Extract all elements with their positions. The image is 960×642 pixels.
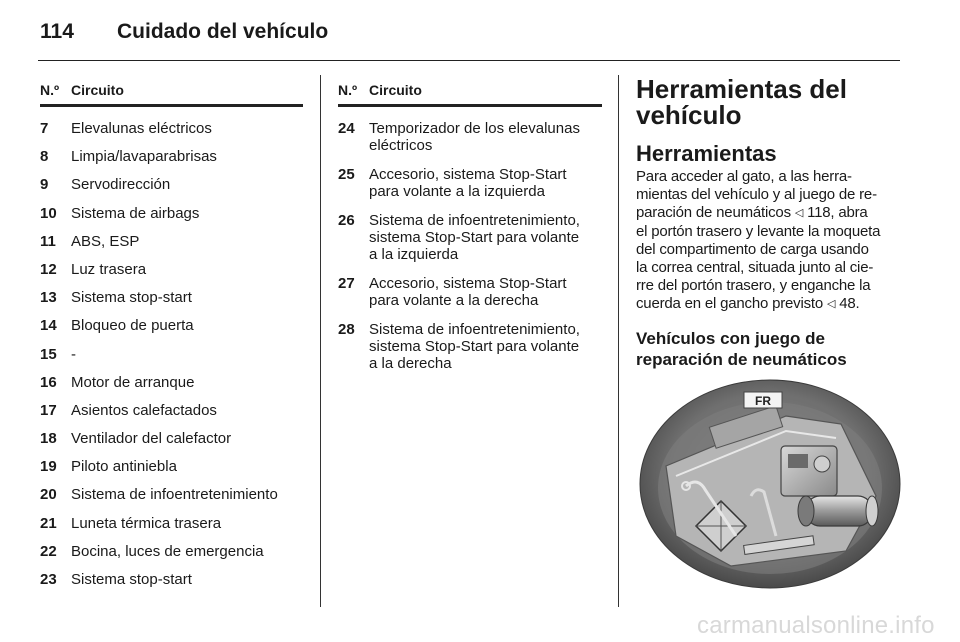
fuse-number: 16 bbox=[40, 373, 57, 391]
table-row bbox=[40, 176, 303, 193]
table-row bbox=[338, 275, 602, 309]
circuit-name: Bloqueo de puerta bbox=[71, 317, 194, 335]
circuit-name: Sistema stop-start bbox=[71, 289, 192, 307]
circuit-name: Sistema stop-start bbox=[71, 571, 192, 588]
fuse-number: 8 bbox=[40, 148, 49, 166]
circuit-name: Sistema de infoentretenimiento, sistema Stop-Start para volante a la derecha bbox=[369, 321, 580, 372]
tool-kit-illustration bbox=[636, 376, 902, 592]
circuit-name: Ventilador del calefactor bbox=[71, 430, 232, 448]
fuse-number: 10 bbox=[40, 204, 57, 222]
right-column bbox=[636, 76, 904, 370]
table-row bbox=[338, 120, 602, 154]
table-row bbox=[40, 486, 303, 503]
table-row bbox=[40, 515, 303, 532]
table-row bbox=[40, 233, 303, 250]
reference-icon[interactable]: ◁ bbox=[794, 207, 804, 220]
fuse-number: 21 bbox=[40, 514, 57, 532]
fuse-number: 19 bbox=[40, 458, 57, 476]
circuit-name: Accesorio, sistema Stop-Start para volante a la derecha bbox=[369, 275, 567, 309]
circuit-name: Elevalunas eléctricos bbox=[71, 120, 212, 137]
page-reference-48[interactable]: 48. bbox=[835, 295, 860, 313]
running-title: Cuidado del vehículo bbox=[117, 20, 329, 43]
table-row bbox=[338, 321, 602, 372]
header-circuit: Circuito bbox=[71, 82, 124, 98]
circuit-name: ABS, ESP bbox=[71, 232, 140, 250]
subsection-title: Herramientas bbox=[636, 141, 777, 166]
table-row bbox=[40, 205, 303, 222]
fuse-number: 25 bbox=[338, 166, 355, 183]
fuse-number: 22 bbox=[40, 542, 57, 560]
table-row bbox=[40, 120, 303, 137]
top-rule bbox=[38, 60, 900, 61]
fuse-table-left bbox=[40, 82, 303, 599]
circuit-name: Piloto antiniebla bbox=[71, 458, 177, 476]
table-body bbox=[338, 107, 602, 372]
circuit-name: Asientos calefactados bbox=[71, 401, 217, 419]
page-reference-118[interactable]: 118, abra bbox=[803, 204, 868, 222]
column-divider-1 bbox=[320, 75, 321, 607]
circuit-name: Luneta térmica trasera bbox=[71, 514, 222, 532]
circuit-name: Servodirección bbox=[71, 176, 171, 194]
circuit-name: Bocina, luces de emergencia bbox=[71, 542, 264, 560]
table-row bbox=[338, 212, 602, 263]
illustration-label: FR bbox=[755, 394, 771, 408]
table-row bbox=[40, 261, 303, 278]
table-row bbox=[40, 402, 303, 419]
sealant-cylinder bbox=[806, 496, 872, 526]
header-number: N.º bbox=[40, 82, 60, 98]
header-circuit: Circuito bbox=[369, 82, 422, 98]
section-title: Herramientas del vehículo bbox=[636, 74, 847, 130]
fuse-number: 14 bbox=[40, 317, 57, 335]
table-row bbox=[40, 458, 303, 475]
fuse-number: 12 bbox=[40, 260, 57, 278]
watermark: carmanualsonline.info bbox=[697, 612, 935, 639]
fuse-number: 23 bbox=[40, 571, 57, 588]
fuse-number: 13 bbox=[40, 289, 57, 307]
circuit-name: Motor de arranque bbox=[71, 373, 195, 391]
circuit-name: Sistema de infoentretenimiento, sistema Stop-Start para volante a la izquierda bbox=[369, 212, 580, 263]
circuit-name: Luz trasera bbox=[71, 260, 147, 278]
fuse-number: 20 bbox=[40, 486, 57, 504]
fuse-number: 11 bbox=[40, 232, 56, 250]
fuse-number: 7 bbox=[40, 120, 49, 137]
table-row bbox=[40, 148, 303, 165]
table-header bbox=[40, 82, 303, 107]
table-row bbox=[40, 346, 303, 363]
table-body bbox=[40, 107, 303, 588]
fuse-table-mid bbox=[338, 82, 602, 384]
fuse-number: 27 bbox=[338, 275, 355, 292]
fuse-number: 9 bbox=[40, 176, 49, 194]
circuit-name: Temporizador de los elevalunas eléctricos bbox=[369, 120, 580, 154]
compressor-box bbox=[781, 446, 837, 496]
fuse-number: 28 bbox=[338, 321, 355, 338]
circuit-name: Limpia/lavaparabrisas bbox=[71, 148, 217, 166]
page-number: 114 bbox=[40, 20, 74, 43]
table-row bbox=[40, 289, 303, 306]
table-row bbox=[40, 317, 303, 334]
circuit-name: Accesorio, sistema Stop-Start para volante a la izquierda bbox=[369, 166, 567, 200]
circuit-name: - bbox=[71, 345, 76, 363]
reference-icon[interactable]: ◁ bbox=[827, 298, 836, 311]
circuit-name: Sistema de infoentretenimiento bbox=[71, 486, 278, 504]
table-row bbox=[40, 571, 303, 588]
table-row bbox=[338, 166, 602, 200]
table-row bbox=[40, 430, 303, 447]
fuse-number: 24 bbox=[338, 120, 355, 137]
circuit-name: Sistema de airbags bbox=[71, 204, 200, 222]
table-header bbox=[338, 82, 602, 107]
subsubsection-title: Vehículos con juego de reparación de neumáticos bbox=[636, 328, 847, 369]
table-row bbox=[40, 543, 303, 560]
fuse-number: 26 bbox=[338, 212, 355, 229]
fuse-number: 17 bbox=[40, 401, 57, 419]
fuse-number: 18 bbox=[40, 430, 57, 448]
fuse-number: 15 bbox=[40, 345, 57, 363]
column-divider-2 bbox=[618, 75, 619, 607]
body-text: Para acceder al gato, a las herra- mientas del vehículo y al juego de re- paración de neumáticos ◁ 118, abra el portón trasero y levante la moqueta del compartimento de carga usando la correa central, situada junto al cie- rre del portón trasero, y enganche la cuerda en el gancho previsto ◁ 48. bbox=[636, 168, 881, 313]
header-number: N.º bbox=[338, 82, 358, 98]
table-row bbox=[40, 374, 303, 391]
